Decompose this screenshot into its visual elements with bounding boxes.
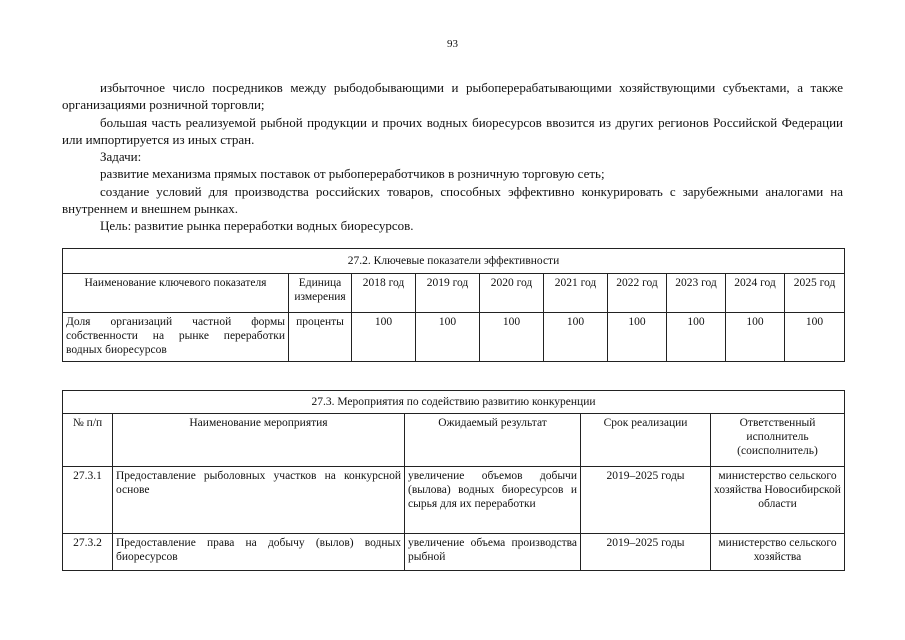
paragraph: большая часть реализуемой рыбной продукции и прочих водных биоресурсов ввозится из других регионов Российской Федерации или импортируется из иных стран. bbox=[62, 114, 843, 147]
measures-table bbox=[62, 390, 845, 571]
paragraph: Задачи: bbox=[100, 149, 142, 165]
measure-number: 27.3.2 bbox=[63, 534, 113, 571]
measures-table-caption: 27.3. Мероприятия по содействию развитию конкуренции bbox=[63, 391, 845, 414]
kpi-value: 100 bbox=[544, 313, 608, 362]
kpi-header-year: 2024 год bbox=[726, 274, 785, 313]
page-number: 93 bbox=[447, 38, 458, 50]
measure-responsible: министерство сельского хозяйства Новосибирской области bbox=[711, 467, 845, 534]
kpi-value: 100 bbox=[480, 313, 544, 362]
measure-name: Предоставление рыболовных участков на конкурсной основе bbox=[113, 467, 405, 534]
paragraph: развитие механизма прямых поставок от рыбопереработчиков в розничную торговую сеть; bbox=[100, 166, 605, 182]
kpi-header-unit: Единица измерения bbox=[289, 274, 352, 313]
kpi-value: 100 bbox=[608, 313, 667, 362]
kpi-value: 100 bbox=[416, 313, 480, 362]
kpi-header-year: 2025 год bbox=[785, 274, 845, 313]
kpi-value: 100 bbox=[667, 313, 726, 362]
kpi-header-name: Наименование ключевого показателя bbox=[63, 274, 289, 313]
kpi-value: 100 bbox=[726, 313, 785, 362]
body-text bbox=[62, 79, 843, 235]
measure-name: Предоставление права на добычу (вылов) водных биоресурсов bbox=[113, 534, 405, 571]
measures-header-name: Наименование мероприятия bbox=[113, 414, 405, 467]
measures-header-term: Срок реализации bbox=[581, 414, 711, 467]
kpi-table-caption: 27.2. Ключевые показатели эффективности bbox=[63, 249, 845, 274]
kpi-header-year: 2019 год bbox=[416, 274, 480, 313]
measure-term: 2019–2025 годы bbox=[581, 467, 711, 534]
kpi-indicator-name: Доля организаций частной формы собственности на рынке переработки водных биоресурсов bbox=[63, 313, 289, 362]
table-row bbox=[63, 534, 845, 571]
measures-header-result: Ожидаемый результат bbox=[405, 414, 581, 467]
measure-term: 2019–2025 годы bbox=[581, 534, 711, 571]
paragraph: Цель: развитие рынка переработки водных биоресурсов. bbox=[100, 218, 414, 234]
measure-result: увеличение объема производства рыбной bbox=[405, 534, 581, 571]
kpi-header-year: 2021 год bbox=[544, 274, 608, 313]
measure-responsible: министерство сельского хозяйства bbox=[711, 534, 845, 571]
table-row bbox=[63, 467, 845, 534]
measure-result: увеличение объемов добычи (вылова) водных биоресурсов и сырья для их переработки bbox=[405, 467, 581, 534]
kpi-header-year: 2018 год bbox=[352, 274, 416, 313]
kpi-header-year: 2022 год bbox=[608, 274, 667, 313]
table-row bbox=[63, 313, 845, 362]
measure-number: 27.3.1 bbox=[63, 467, 113, 534]
kpi-header-year: 2020 год bbox=[480, 274, 544, 313]
kpi-value: 100 bbox=[352, 313, 416, 362]
paragraph: избыточное число посредников между рыбодобывающими и рыбоперерабатывающими хозяйствующими субъектами, а также организациями розничной торговли; bbox=[62, 80, 843, 113]
kpi-header-year: 2023 год bbox=[667, 274, 726, 313]
kpi-table bbox=[62, 248, 845, 362]
kpi-value: 100 bbox=[785, 313, 845, 362]
paragraph: создание условий для производства российских товаров, способных эффективно конкурировать с зарубежными аналогами на внутреннем и внешнем рынках. bbox=[62, 183, 843, 217]
kpi-indicator-unit: проценты bbox=[289, 313, 352, 362]
measures-header-num: № п/п bbox=[63, 414, 113, 467]
measures-header-responsible: Ответственный исполнитель (соисполнитель) bbox=[711, 414, 845, 467]
